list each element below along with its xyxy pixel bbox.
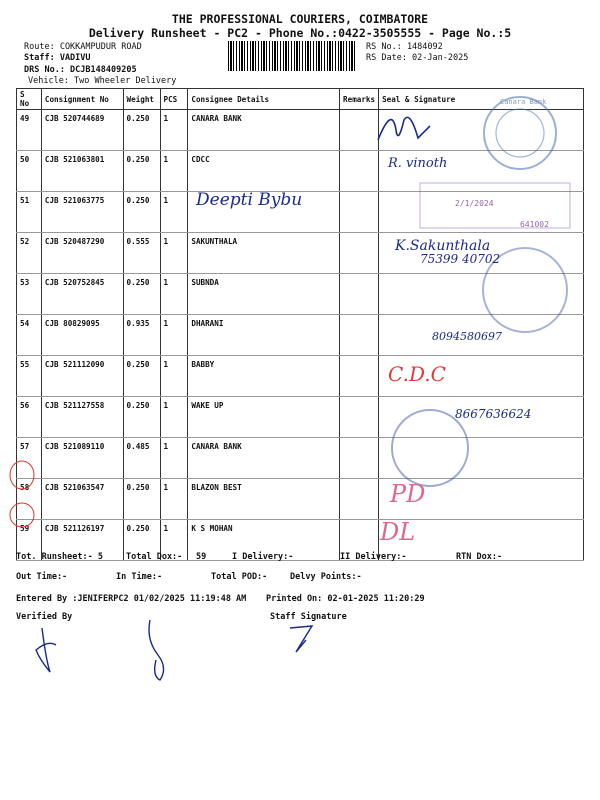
- cell-consignment-no: CJB 521112090: [41, 356, 123, 397]
- cell-pcs: 1: [160, 233, 188, 274]
- cell-pcs: 1: [160, 438, 188, 479]
- ii-delivery: II Delivery:-: [340, 552, 407, 562]
- rtn-dox: RTN Dox:-: [456, 552, 503, 562]
- cell-weight: 0.485: [123, 438, 160, 479]
- handwriting-r58: PD: [390, 480, 426, 508]
- stamp-date-text: 2/1/2024: [455, 199, 494, 208]
- cell-consignment-no: CJB 80829095: [41, 315, 123, 356]
- handwriting-r59: DL: [380, 518, 416, 546]
- cell-sno: 56: [17, 397, 42, 438]
- cell-pcs: 1: [160, 479, 188, 520]
- col-sno: S No: [17, 89, 42, 110]
- vehicle-label: Vehicle: Two Wheeler Delivery: [28, 76, 177, 86]
- handwriting-r54: 8094580697: [432, 330, 502, 343]
- canara-stamp-bottom: [392, 410, 468, 486]
- cell-consignee: CANARA BANK: [188, 110, 340, 151]
- handwriting-r51: Deepti Bybu: [196, 190, 303, 210]
- total-dox-value: 59: [196, 552, 207, 562]
- cell-pcs: 1: [160, 315, 188, 356]
- cell-pcs: 1: [160, 520, 188, 561]
- total-dox-label: Total Dox:-: [126, 552, 183, 562]
- cell-pcs: 1: [160, 356, 188, 397]
- cell-sno: 53: [17, 274, 42, 315]
- cell-consignment-no: CJB 520752845: [41, 274, 123, 315]
- col-consignment: Consignment No: [41, 89, 123, 110]
- staff-signature: Staff Signature: [270, 612, 347, 622]
- cell-pcs: 1: [160, 192, 188, 233]
- cell-consignee: SAKUNTHALA: [188, 233, 340, 274]
- staff-signature-mark: [290, 626, 312, 652]
- cell-sno: 54: [17, 315, 42, 356]
- cell-weight: 0.250: [123, 274, 160, 315]
- cell-sno: 58: [17, 479, 42, 520]
- red-circle-58: [10, 461, 34, 489]
- total-pod: Total POD:-: [211, 572, 268, 582]
- col-consignee: Consignee Details: [188, 89, 340, 110]
- rs-date: RS Date: 02-Jan-2025: [366, 53, 469, 63]
- cell-pcs: 1: [160, 274, 188, 315]
- cell-consignee: BABBY: [188, 356, 340, 397]
- cell-weight: 0.250: [123, 356, 160, 397]
- cell-consignee: BLAZON BEST: [188, 479, 340, 520]
- cell-consignment-no: CJB 521126197: [41, 520, 123, 561]
- cell-consignee: CDCC: [188, 151, 340, 192]
- staff-label: Staff: VADIVU: [24, 53, 91, 63]
- cell-weight: 0.250: [123, 520, 160, 561]
- cell-weight: 0.250: [123, 110, 160, 151]
- stamp-pin-text: 641002: [520, 220, 549, 229]
- cell-consignment-no: CJB 520487290: [41, 233, 123, 274]
- cell-weight: 0.250: [123, 192, 160, 233]
- cell-consignee: K S MOHAN: [188, 520, 340, 561]
- company-title: THE PROFESSIONAL COURIERS, COIMBATORE: [171, 12, 429, 26]
- stamp-canara-text: Canara Bank: [500, 98, 547, 106]
- cell-consignee: WAKE UP: [188, 397, 340, 438]
- cell-consignment-no: CJB 521063801: [41, 151, 123, 192]
- cell-sno: 59: [17, 520, 42, 561]
- entered-by: Entered By :JENIFERPC2 01/02/2025 11:19:48 AM: [16, 594, 247, 604]
- delvy-points: Delvy Points:-: [290, 572, 362, 582]
- cell-consignee: SUBNDA: [188, 274, 340, 315]
- cell-weight: 0.250: [123, 151, 160, 192]
- cell-consignee: CANARA BANK: [188, 438, 340, 479]
- cell-weight: 0.555: [123, 233, 160, 274]
- rs-number: RS No.: 1484092: [366, 42, 443, 52]
- red-circle-59: [10, 503, 34, 527]
- out-time: Out Time:-: [16, 572, 68, 582]
- cell-weight: 0.935: [123, 315, 160, 356]
- verified-by: Verified By: [16, 612, 73, 622]
- col-pcs: PCS: [160, 89, 188, 110]
- drs-number: DRS No.: DCJB148409205: [24, 65, 137, 75]
- cell-consignment-no: CJB 521127558: [41, 397, 123, 438]
- handwriting-r56: 8667636624: [455, 407, 532, 421]
- cell-consignment-no: CJB 521063775: [41, 192, 123, 233]
- handwriting-r52-phone: 75399 40702: [420, 252, 501, 266]
- cell-consignee: DHARANI: [188, 315, 340, 356]
- i-delivery: I Delivery:-: [232, 552, 294, 562]
- handwriting-r55: C.D.C: [388, 362, 446, 386]
- staff-signature-scribble: [149, 620, 164, 680]
- cell-consignment-no: CJB 521089110: [41, 438, 123, 479]
- canara-stamp-top: [484, 97, 556, 169]
- handwriting-r52-name: K.Sakunthala: [395, 238, 491, 254]
- cell-sno: 51: [17, 192, 42, 233]
- cell-sno: 52: [17, 233, 42, 274]
- runsheet-subtitle: Delivery Runsheet - PC2 - Phone No.:0422-3505555 - Page No.:5: [88, 26, 512, 40]
- cell-sno: 49: [17, 110, 42, 151]
- cell-weight: 0.250: [123, 397, 160, 438]
- cell-consignment-no: CJB 520744689: [41, 110, 123, 151]
- tot-runsheet: Tot. Runsheet:- 5: [16, 552, 103, 562]
- verified-signature: [36, 628, 56, 672]
- printed-on: Printed On: 02-01-2025 11:20:29: [266, 594, 425, 604]
- cell-pcs: 1: [160, 110, 188, 151]
- col-seal-signature: Seal & Signature: [379, 89, 584, 110]
- handwriting-r50: R. vinoth: [388, 156, 448, 171]
- signature-scribble-49: [378, 117, 430, 140]
- cell-sno: 50: [17, 151, 42, 192]
- route-label: Route: COKKAMPUDUR ROAD: [24, 42, 142, 52]
- col-remarks: Remarks: [340, 89, 379, 110]
- col-weight: Weight: [123, 89, 160, 110]
- cell-pcs: 1: [160, 151, 188, 192]
- cell-weight: 0.250: [123, 479, 160, 520]
- cell-pcs: 1: [160, 397, 188, 438]
- in-time: In Time:-: [116, 572, 163, 582]
- cell-consignment-no: CJB 521063547: [41, 479, 123, 520]
- cell-sno: 57: [17, 438, 42, 479]
- cell-sno: 55: [17, 356, 42, 397]
